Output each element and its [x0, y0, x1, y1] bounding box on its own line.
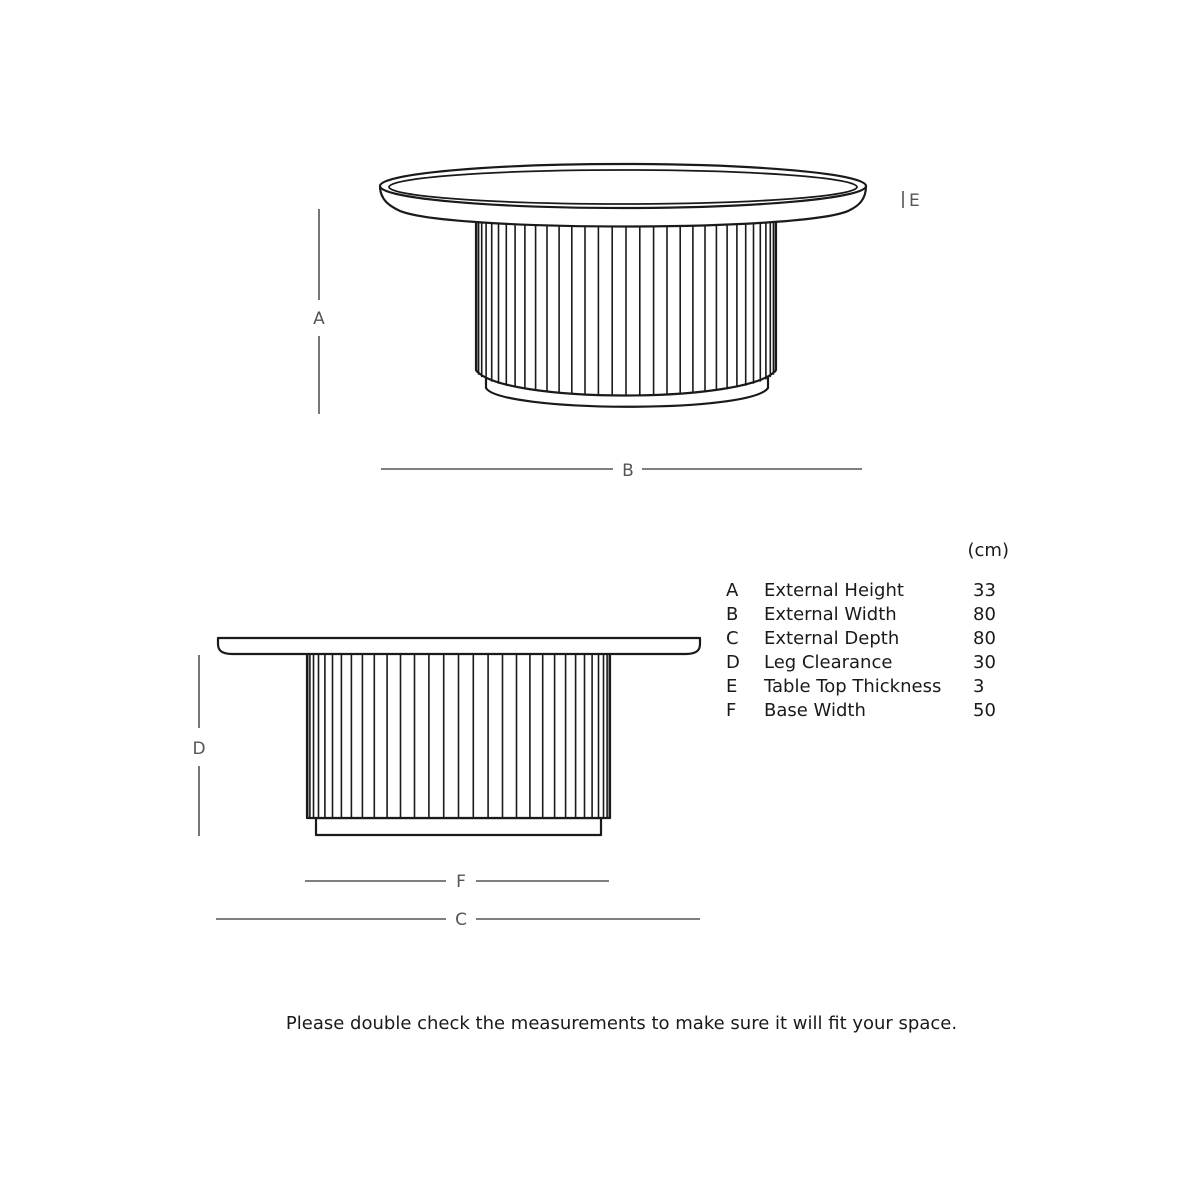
footer-note: Please double check the measurements to make sure it will fit your space. [285, 1013, 958, 1034]
dimension-c [216, 910, 700, 930]
spec-row [722, 676, 1012, 700]
spec-value: 30 [973, 652, 996, 673]
spec-value: 80 [973, 628, 996, 649]
spec-row [722, 628, 1012, 652]
spec-label: Leg Clearance [764, 652, 893, 673]
dimension-d [192, 655, 205, 836]
dimension-f-label: F [456, 872, 466, 892]
spec-key: E [726, 676, 738, 697]
dimension-a [313, 209, 325, 414]
spec-key: D [726, 652, 740, 673]
perspective-view [380, 164, 866, 407]
spec-value: 80 [973, 604, 996, 625]
dimension-b [381, 461, 862, 481]
spec-key: F [726, 700, 737, 721]
spec-label: Base Width [764, 700, 866, 721]
dimension-a-label: A [313, 309, 325, 329]
side-view [218, 638, 700, 835]
side-tabletop [218, 638, 700, 654]
spec-unit: (cm) [967, 540, 1009, 561]
dimension-c-label: C [455, 910, 467, 930]
spec-value: 3 [973, 676, 985, 697]
dimension-b-label: B [622, 461, 634, 481]
spec-label: External Height [764, 580, 904, 601]
spec-key: C [726, 628, 739, 649]
spec-row [722, 700, 1012, 724]
spec-row [722, 652, 1012, 676]
spec-row [722, 580, 1012, 604]
spec-key: B [726, 604, 739, 625]
dimension-d-label: D [192, 739, 206, 759]
dimension-f [305, 872, 609, 892]
spec-key: A [726, 580, 739, 601]
spec-label: External Depth [764, 628, 900, 649]
side-plinth [316, 818, 601, 835]
spec-value: 50 [973, 700, 996, 721]
dimension-e [903, 191, 920, 211]
spec-label: Table Top Thickness [764, 676, 942, 697]
spec-row [722, 604, 1012, 628]
dimension-e-label: E [909, 191, 920, 211]
spec-value: 33 [973, 580, 996, 601]
spec-label: External Width [764, 604, 897, 625]
